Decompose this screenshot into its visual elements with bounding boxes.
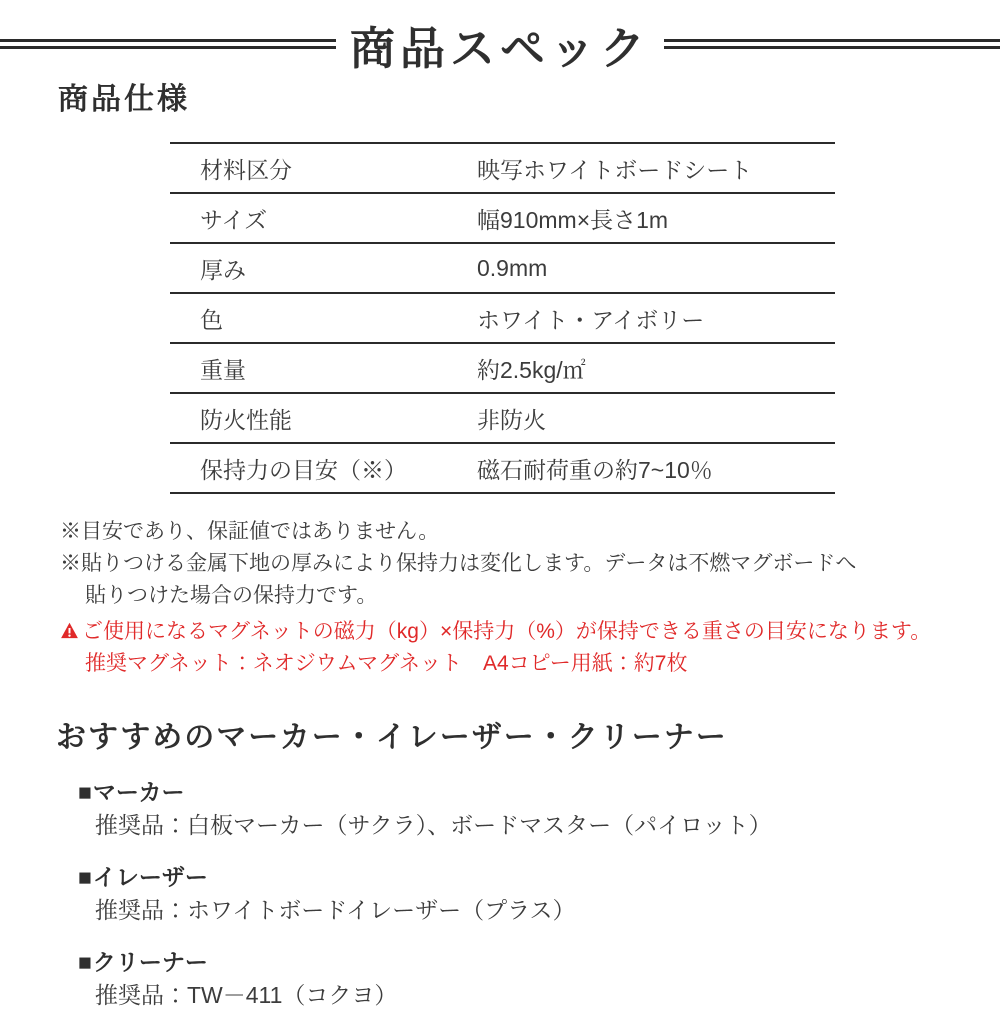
decorative-double-line-left	[0, 39, 336, 49]
spec-section-heading: 商品仕様	[58, 83, 190, 116]
recommend-item-desc: 推奨品：白板マーカー（サクラ）、ボードマスター（パイロット）	[95, 812, 772, 838]
note-line-continuation: 貼りつけた場合の保持力です。	[85, 584, 378, 607]
row-label: サイズ	[170, 193, 477, 243]
recommend-item-title	[78, 948, 1000, 976]
warning-block	[60, 616, 1000, 680]
notes-block	[60, 516, 1000, 612]
recommend-item-title	[78, 778, 1000, 806]
recommend-item-marker	[78, 778, 1000, 839]
recommend-items	[78, 778, 1000, 1009]
warning-line-recommend: 推奨マグネット：ネオジウムマグネット A4コピー用紙：約7枚	[85, 652, 688, 675]
recommend-item-desc: 推奨品：ホワイトボードイレーザー（プラス）	[95, 897, 576, 923]
warning-line	[60, 616, 1000, 648]
table-row	[170, 293, 835, 343]
table-row	[170, 193, 835, 243]
row-value: 磁石耐荷重の約7~10％	[477, 443, 835, 493]
warning-icon	[60, 622, 79, 640]
note-line: ※貼りつける金属下地の厚みにより保持力は変化します。データは不燃マグボードへ	[60, 552, 857, 575]
row-label: 防火性能	[170, 393, 477, 443]
square-bullet-icon: ■	[78, 864, 92, 890]
recommend-item-desc: 推奨品：TW－411（コクヨ）	[95, 982, 398, 1008]
table-row	[170, 343, 835, 393]
table-row	[170, 393, 835, 443]
row-label: 色	[170, 293, 477, 343]
table-row	[170, 143, 835, 193]
square-bullet-icon: ■	[78, 949, 92, 975]
spec-header	[0, 14, 1000, 74]
table-row	[170, 243, 835, 293]
square-bullet-icon: ■	[78, 779, 92, 805]
row-label: 材料区分	[170, 143, 477, 193]
row-value: 映写ホワイトボードシート	[477, 143, 835, 193]
decorative-double-line-right	[664, 39, 1000, 49]
note-line: ※目安であり、保証値ではありません。	[60, 520, 440, 543]
recommend-item-title-text: マーカー	[92, 779, 185, 805]
recommend-item-title-text: イレーザー	[92, 864, 208, 890]
recommend-item-eraser	[78, 863, 1000, 924]
row-value: ホワイト・アイボリー	[477, 293, 835, 343]
table-row	[170, 443, 835, 493]
recommend-item-title-text: クリーナー	[92, 949, 208, 975]
row-label: 重量	[170, 343, 477, 393]
recommend-item-title	[78, 863, 1000, 891]
page-title: 商品スペック	[350, 22, 651, 74]
row-label: 厚み	[170, 243, 477, 293]
row-value: 0.9mm	[477, 243, 835, 293]
row-label: 保持力の目安（※）	[170, 443, 477, 493]
row-value: 幅910mm×長さ1m	[477, 193, 835, 243]
spec-table	[170, 142, 835, 494]
warning-text: ご使用になるマグネットの磁力（kg）×保持力（%）が保持できる重さの目安になります。	[82, 620, 932, 643]
row-value: 非防火	[477, 393, 835, 443]
product-spec-page	[0, 14, 1000, 1009]
recommend-section-heading: おすすめのマーカー・イレーザー・クリーナー	[56, 721, 728, 754]
row-value: 約2.5kg/㎡	[477, 343, 835, 393]
spec-table-body	[170, 143, 835, 493]
